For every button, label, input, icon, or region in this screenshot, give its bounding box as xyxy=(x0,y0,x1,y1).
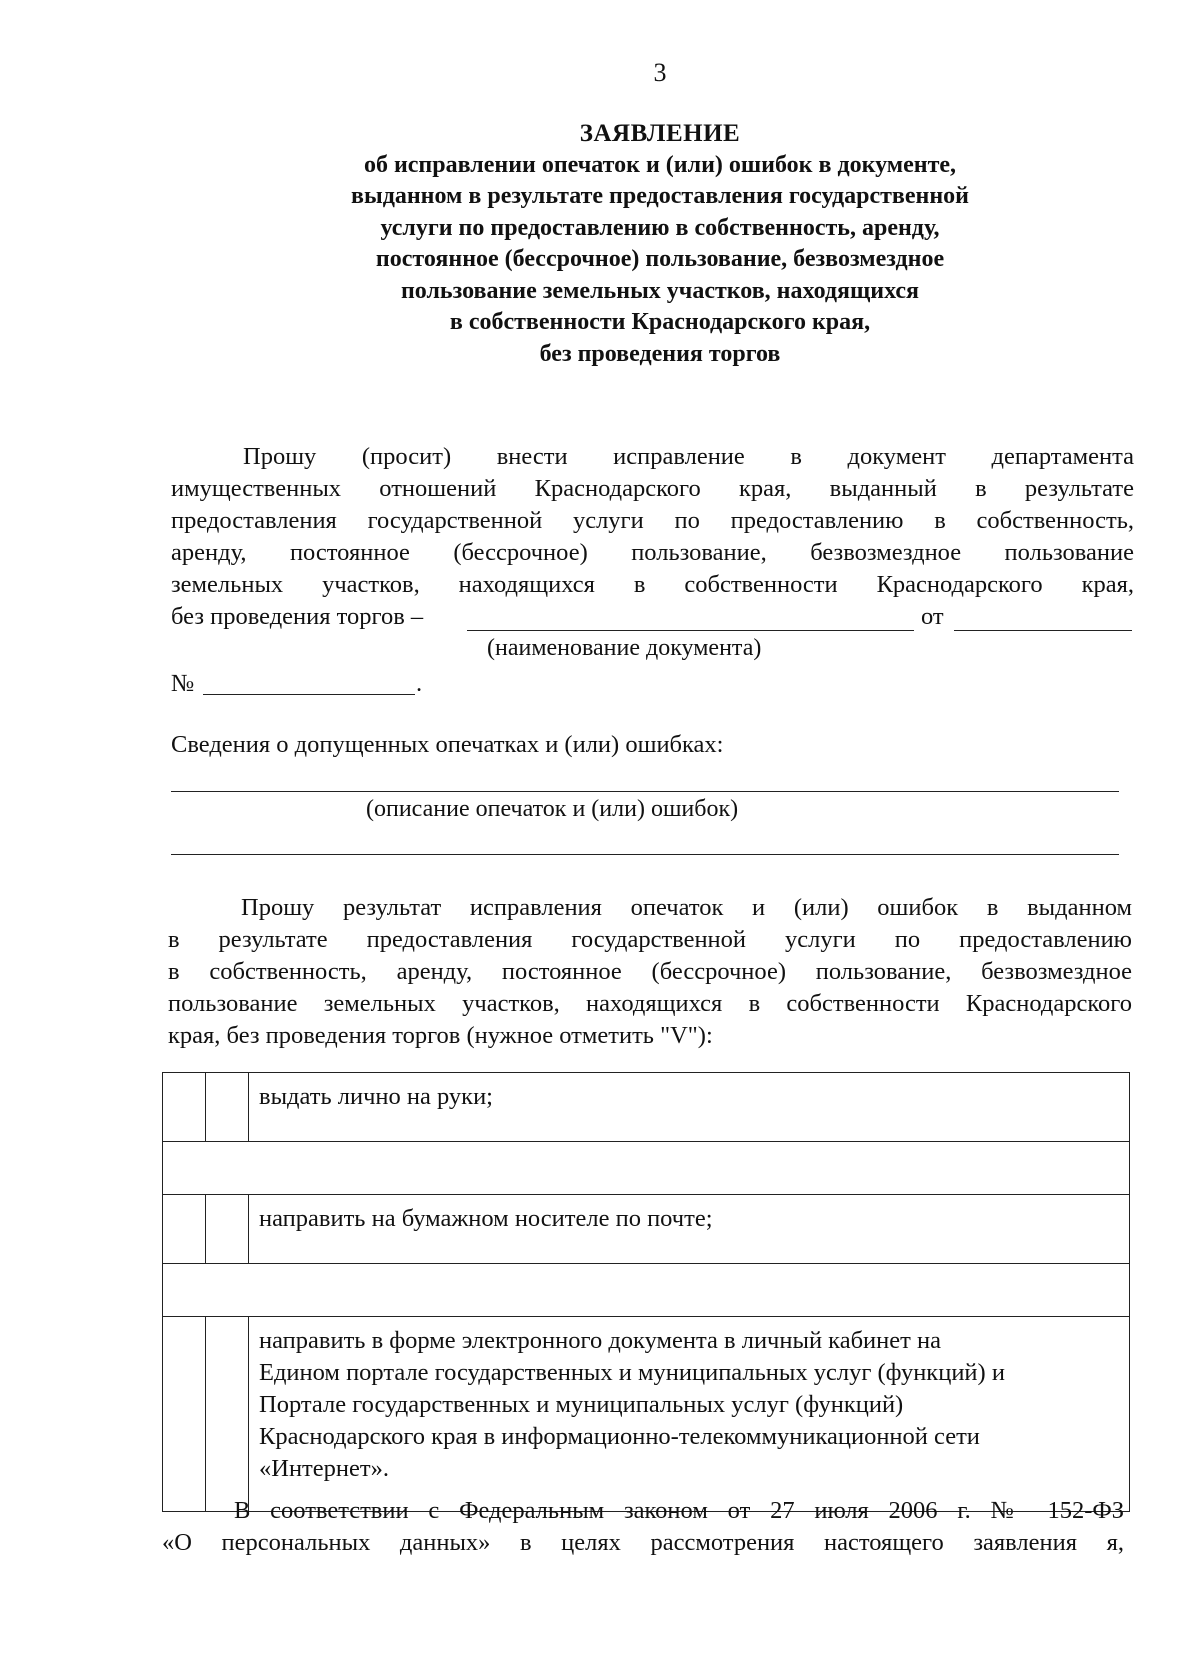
paragraph-line: пользование земельных участков, находящихся в собственности Краснодарского xyxy=(168,990,1132,1017)
paragraph-line: края, без проведения торгов (нужное отметить "V"): xyxy=(168,1022,713,1049)
option-checkbox-electronic[interactable] xyxy=(163,1317,206,1512)
title-line: без проведения торгов xyxy=(539,340,781,367)
document-date-field[interactable] xyxy=(954,630,1132,631)
paragraph-line: имущественных отношений Краснодарского края, выданный в результате xyxy=(171,475,1134,502)
document-title xyxy=(160,118,1160,370)
errors-description-caption: (описание опечаток и (или) ошибок) xyxy=(366,796,739,822)
option-label-line: Едином портале государственных и муниципальных услуг (функций) и xyxy=(259,1359,1005,1386)
title-line: в собственности Краснодарского края, xyxy=(449,309,871,335)
option-label: выдать лично на руки; xyxy=(249,1073,1130,1142)
paragraph-line: Прошу результат исправления опечаток и (или) ошибок в выданном xyxy=(241,894,1132,921)
errors-description-field[interactable] xyxy=(171,791,1119,792)
option-checkbox-inner[interactable] xyxy=(206,1073,249,1142)
option-row xyxy=(163,1073,1130,1142)
option-spacer-row xyxy=(163,1142,1130,1195)
paragraph-line: в результате предоставления государственной услуги по предоставлению xyxy=(168,926,1132,953)
option-label-line: Портале государственных и муниципальных услуг (функций) xyxy=(259,1391,904,1418)
option-label: направить на бумажном носителе по почте; xyxy=(249,1195,1130,1264)
title-heading: ЗАЯВЛЕНИЕ xyxy=(579,120,741,147)
option-label-line: направить в форме электронного документа в личный кабинет на xyxy=(259,1327,941,1354)
option-label-line: «Интернет». xyxy=(259,1455,389,1482)
title-line: пользование земельных участков, находящихся xyxy=(400,277,920,304)
number-label: № xyxy=(171,670,195,697)
option-checkbox-inner[interactable] xyxy=(206,1195,249,1264)
option-row xyxy=(163,1195,1130,1264)
page-number: 3 xyxy=(653,58,667,87)
title-line: постоянное (бессрочное) пользование, безвозмездное xyxy=(375,246,945,272)
option-checkbox-personal[interactable] xyxy=(163,1073,206,1142)
option-checkbox-inner[interactable] xyxy=(206,1317,249,1512)
paragraph-line: предоставления государственной услуги по предоставлению в собственность, xyxy=(171,507,1134,534)
from-label: от xyxy=(921,603,944,630)
spacer-cell xyxy=(163,1264,1130,1317)
paragraph-line: Прошу (просит) внести исправление в документ департамента xyxy=(243,443,1134,470)
option-label xyxy=(249,1317,1130,1512)
errors-label: Сведения о допущенных опечатках и (или) ошибках: xyxy=(171,731,724,758)
paragraph-line: в собственность, аренду, постоянное (бессрочное) пользование, безвозмездное xyxy=(168,958,1132,985)
option-spacer-row xyxy=(163,1264,1130,1317)
document-number-field[interactable] xyxy=(203,694,415,695)
document-name-caption: (наименование документа) xyxy=(487,635,762,661)
spacer-cell xyxy=(163,1142,1130,1195)
paragraph-line: «О персональных данных» в целях рассмотрения настоящего заявления я, xyxy=(162,1529,1124,1556)
paragraph-line: земельных участков, находящихся в собственности Краснодарского края, xyxy=(171,571,1134,598)
title-line: услуги по предоставлению в собственность, аренду, xyxy=(380,214,940,241)
number-suffix: . xyxy=(416,670,423,697)
title-line: выданном в результате предоставления государственной xyxy=(351,183,969,209)
paragraph-line: аренду, постоянное (бессрочное) пользование, безвозмездное пользование xyxy=(171,539,1134,566)
title-line: об исправлении опечаток и (или) ошибок в документе, xyxy=(363,151,957,178)
errors-description-field-2[interactable] xyxy=(171,854,1119,855)
paragraph-line: В соответствии с Федеральным законом от 27 июля 2006 г. № 152-ФЗ xyxy=(234,1497,1124,1524)
option-checkbox-mail[interactable] xyxy=(163,1195,206,1264)
paragraph-line: без проведения торгов – xyxy=(171,603,424,630)
document-name-field[interactable] xyxy=(467,630,914,631)
option-label-line: Краснодарского края в информационно-телекоммуникационной сети xyxy=(259,1423,980,1450)
delivery-options-table xyxy=(162,1072,1130,1512)
option-row xyxy=(163,1317,1130,1512)
